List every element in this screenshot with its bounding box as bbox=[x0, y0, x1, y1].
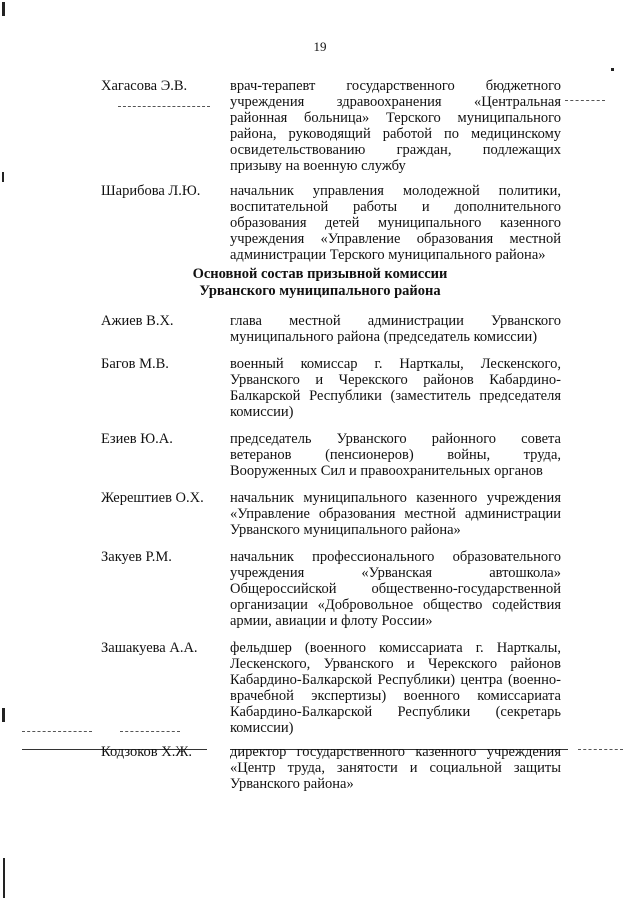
scan-dash bbox=[578, 749, 623, 750]
section-title-line: Основной состав призывной комиссии bbox=[192, 266, 448, 282]
member-role: военный комиссар г. Нарткалы, Лескенского, Урванского и Черекского районов Кабардино-Балкарской Республики (заместитель председателя комиссии) bbox=[230, 356, 561, 420]
scan-dash bbox=[118, 106, 210, 107]
scan-edge-mark bbox=[3, 858, 5, 898]
scan-dash bbox=[120, 731, 180, 732]
member-name: Жерештиев О.Х. bbox=[101, 490, 204, 506]
member-role: начальник профессионального образовательного учреждения «Урванская автошкола» Общероссийской общественно-государственной организации «Добровольное общество содействия армии, авиации и флоту России» bbox=[230, 549, 561, 629]
scan-dot bbox=[611, 68, 614, 71]
member-role: начальник управления молодежной политики, воспитательной работы и дополнительного образования детей муниципального казенного учреждения «Управление образования местной администрации Терского муниципального района» bbox=[230, 183, 561, 263]
scan-dash bbox=[565, 100, 605, 101]
member-role: председатель Урванского районного совета ветеранов (пенсионеров) войны, труда, Вооруженных Сил и правоохранительных органов bbox=[230, 431, 561, 479]
member-role: врач-терапевт государственного бюджетного учреждения здравоохранения «Центральная районная больница» Терского муниципального района, руководящий работой по медицинскому освидетельствованию граждан, подлежащих призыву на военную службу bbox=[230, 78, 561, 174]
member-role: начальник муниципального казенного учреждения «Управление образования местной администрации Урванского муниципального района» bbox=[230, 490, 561, 538]
member-role: директор государственного казенного учреждения «Центр труда, занятости и социальной защиты Урванского района» bbox=[230, 744, 561, 792]
member-name: Ажиев В.Х. bbox=[101, 313, 174, 329]
scan-edge-mark bbox=[2, 708, 5, 722]
section-title bbox=[0, 266, 640, 300]
scan-dash bbox=[22, 731, 92, 732]
scan-edge-mark bbox=[2, 172, 4, 182]
page-number: 19 bbox=[313, 39, 327, 54]
member-name: Кодзоков Х.Ж. bbox=[101, 744, 192, 760]
member-role: глава местной администрации Урванского муниципального района (председатель комиссии) bbox=[230, 313, 561, 345]
member-name: Хагасова Э.В. bbox=[101, 78, 188, 94]
member-name: Езиев Ю.А. bbox=[101, 431, 173, 447]
member-name: Закуев Р.М. bbox=[101, 549, 172, 565]
member-role: фельдшер (военного комиссариата г. Нарткалы, Лескенского, Урванского и Черекского районов Кабардино-Балкарской Республики) центра (военно-врачебной экспертизы) военного комиссариата Кабардино-Балкарской Республики (секретарь комиссии) bbox=[230, 640, 561, 736]
member-name: Шарибова Л.Ю. bbox=[101, 183, 201, 199]
member-name: Багов М.В. bbox=[101, 356, 169, 372]
scan-edge-mark bbox=[2, 2, 5, 16]
section-title-line: Урванского муниципального района bbox=[199, 283, 441, 299]
member-name: Зашакуева А.А. bbox=[101, 640, 198, 656]
